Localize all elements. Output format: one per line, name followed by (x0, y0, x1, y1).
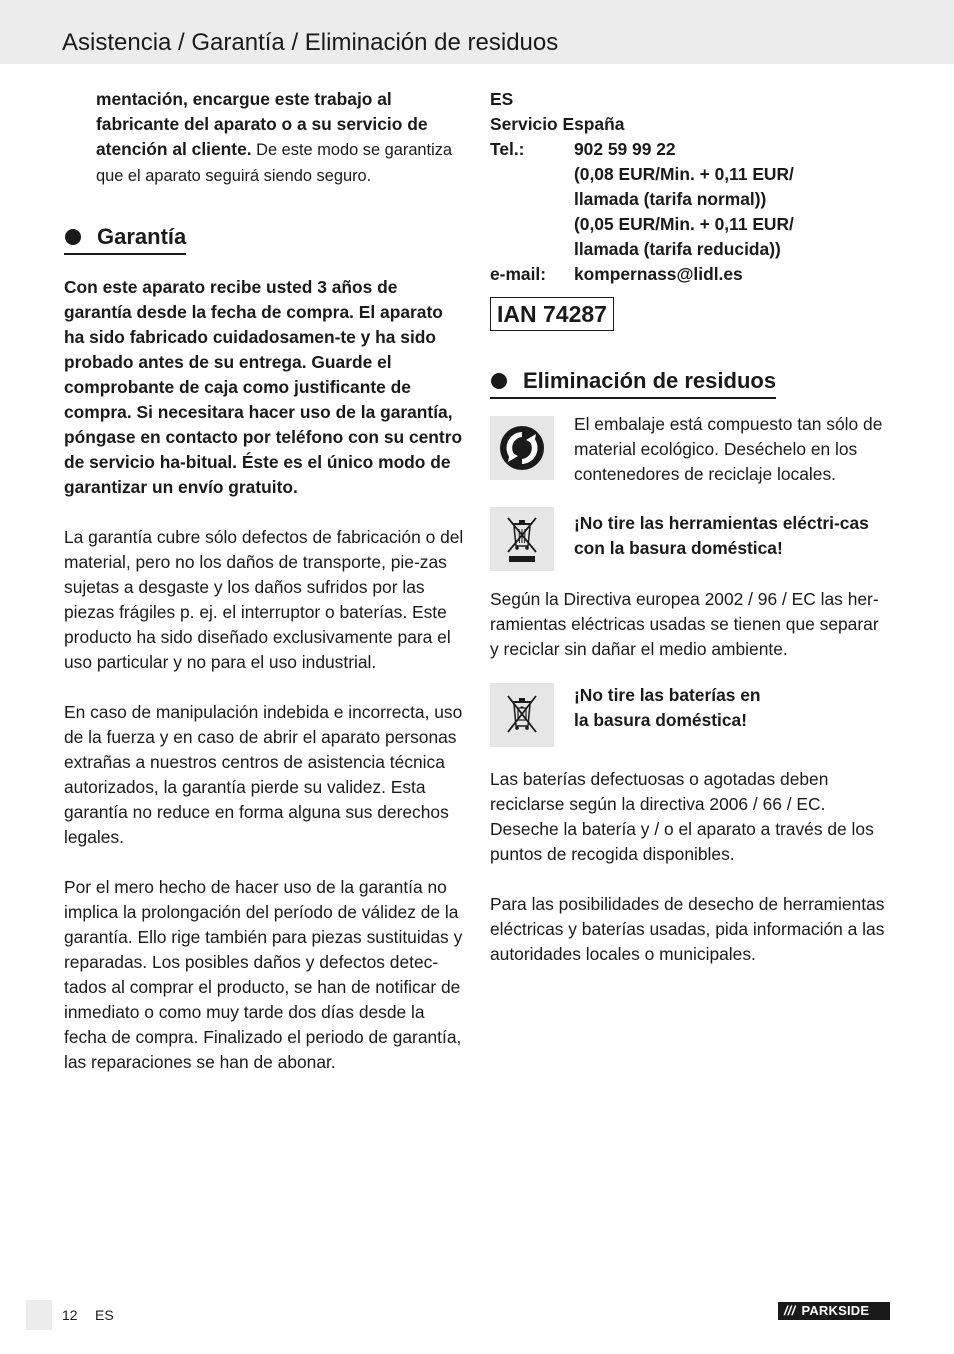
packaging-row (490, 412, 892, 487)
left-column (64, 87, 464, 1075)
intro-paragraph (64, 87, 464, 189)
eliminacion-heading-text: Eliminación de residuos (523, 368, 777, 393)
service-name: Servicio España (490, 114, 625, 134)
crossed-out-bin-battery-icon (490, 683, 554, 747)
garantia-bold-paragraph: Con este aparato recibe usted 3 años de garantía desde la fecha de compra. El aparato ha sido fabricado cuidadosamen-te y ha sido probado antes de su entrega. Guarde el comprobante de caja como justificante de compra. Si necesitara hacer uso de la garantía, póngase en contacto por teléfono con su centro de servicio ha-bitual. Éste es el único modo de garantizar un envío gratuito. (64, 277, 463, 497)
logo-text: PARKSIDE (801, 1303, 870, 1318)
email-value[interactable]: kompernass@lidl.es (574, 264, 743, 284)
no-batteries-warning: ¡No tire las baterías en la basura doméstica! (574, 685, 761, 730)
tel-reduced-rate: (0,05 EUR/Min. + 0,11 EUR/ llamada (tarifa reducida)) (574, 214, 794, 259)
footer-language: ES (95, 1307, 114, 1323)
page-title: Asistencia / Garantía / Eliminación de residuos (62, 29, 559, 56)
directive-text: Según la Directiva europea 2002 / 96 / EC las her-ramientas eléctricas usadas se tienen que separar y reciclar sin dañar el medio ambiente. (490, 589, 879, 659)
authorities-text: Para las posibilidades de desecho de herramientas eléctricas y baterías usadas, pida información a las autoridades locales o municipales. (490, 894, 885, 964)
email-label: e-mail: (490, 264, 547, 284)
contact-grid (490, 137, 892, 287)
logo-slashes: /// (784, 1303, 796, 1318)
crossed-out-bin-icon (490, 507, 554, 571)
tel-label: Tel.: (490, 139, 525, 159)
no-tools-row (490, 503, 892, 571)
garantia-heading-text: Garantía (97, 224, 187, 249)
country-code: ES (490, 89, 514, 109)
no-tools-warning: ¡No tire las herramientas eléctri-cas con la basura doméstica! (574, 513, 869, 558)
garantia-paragraph-1: La garantía cubre sólo defectos de fabricación o del material, pero no los daños de transporte, pie-zas sujetas a desgaste y los daños sufridos por las piezas frágiles p. ej. el interruptor o baterías. Este producto ha sido diseñado exclusivamente para el uso particular y no para el uso industrial. (64, 527, 464, 672)
garantia-paragraph-3: Por el mero hecho de hacer uso de la garantía no implica la prolongación del período de válidez de la garantía. Ello rige también para piezas sustituidas y reparadas. Los posibles daños y defectos detec-tados al comprar el producto, se han de notificar de inmediato o como muy tarde dos días desde la fecha de compra. Finalizado el periodo de garantía, las reparaciones se han de abonar. (64, 877, 463, 1072)
packaging-text: El embalaje está compuesto tan sólo de material ecológico. Deséchelo en los contenedores de reciclaje locales. (574, 414, 883, 484)
garantia-paragraph-2: En caso de manipulación indebida e incorrecta, uso de la fuerza y en caso de abrir el aparato personas extrañas a nuestros centros de asistencia técnica autorizados, la garantía pierde su validez. Esta garantía no reduce en forma alguna sus derechos legales. (64, 702, 463, 847)
contact-block (490, 87, 892, 287)
no-batteries-row (490, 679, 892, 747)
batteries-text-1: Las baterías defectuosas o agotadas deben reciclarse según la directiva 2006 / 66 / EC. (490, 769, 829, 814)
section-heading-garantia (64, 223, 186, 255)
garantia-section (64, 223, 464, 255)
ian-box: IAN 74287 (490, 297, 614, 331)
eliminacion-section (490, 367, 892, 399)
bullet-icon (65, 229, 81, 245)
green-dot-recycling-icon (490, 416, 554, 480)
tel-normal-rate: (0,08 EUR/Min. + 0,11 EUR/ llamada (tarifa normal)) (574, 164, 794, 209)
section-heading-eliminacion (490, 367, 776, 399)
page-number: 12 (62, 1307, 78, 1323)
footer-marker (26, 1300, 52, 1330)
intro-normal: De este modo se garantiza que el aparato seguirá siendo seguro. (96, 141, 453, 185)
parkside-logo (778, 1302, 890, 1320)
tel-number: 902 59 99 22 (574, 139, 676, 159)
bullet-icon (491, 373, 507, 389)
batteries-text-2: Deseche la batería y / o el aparato a través de los puntos de recogida disponibles. (490, 819, 874, 864)
right-column (490, 87, 892, 967)
intro-bold: mentación, encargue este trabajo al fabricante del aparato o a su servicio de atención al cliente. (96, 89, 428, 159)
